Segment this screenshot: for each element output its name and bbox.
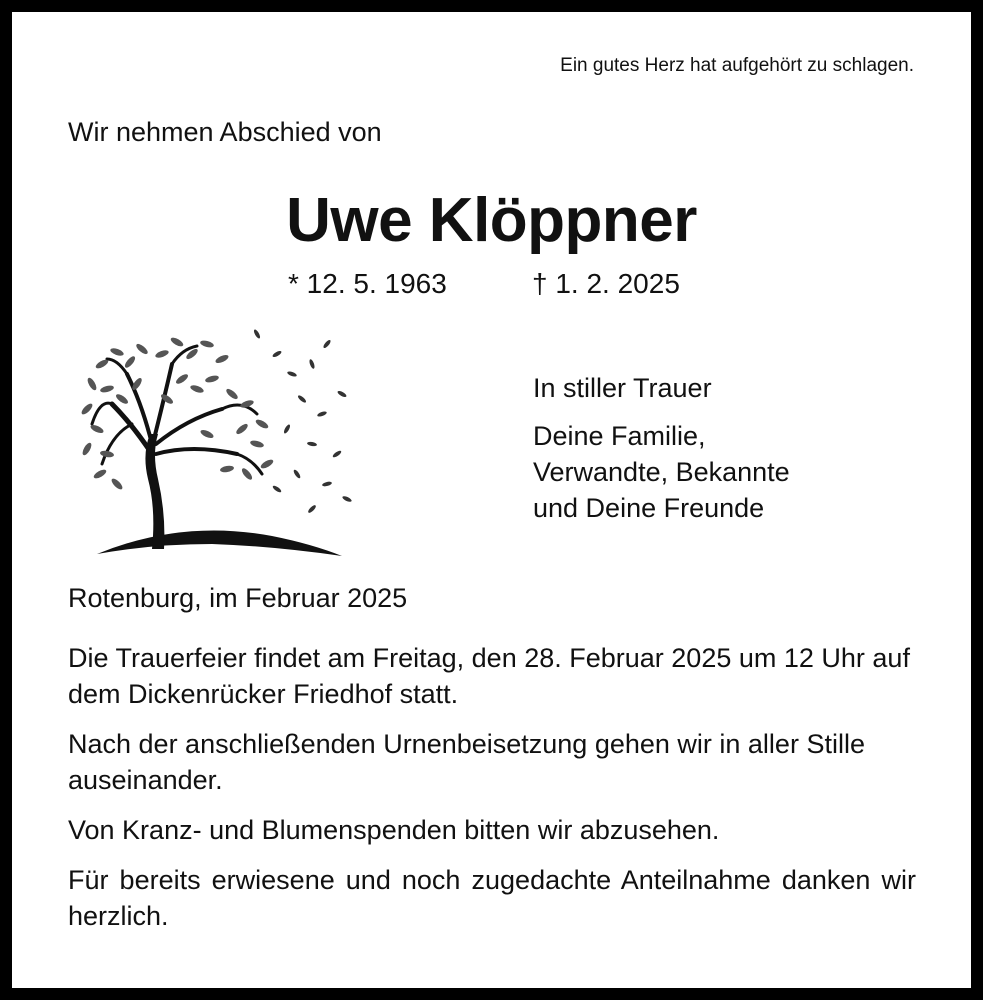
notice-body <box>68 640 916 948</box>
mourners-line: Verwandte, Bekannte <box>533 457 790 487</box>
mourners-line: und Deine Freunde <box>533 493 765 523</box>
deceased-name: Uwe Klöppner <box>286 186 697 255</box>
paragraph-burial: Nach der anschließenden Urnenbeisetzung gehen wir in aller Stille auseinander. <box>68 729 865 795</box>
motto: Ein gutes Herz hat aufgehört zu schlagen. <box>560 55 914 76</box>
paragraph-thanks: Für bereits erwiesene und noch zugedachte Anteilnahme danken wir herzlich. <box>68 865 916 931</box>
obituary-card <box>12 12 971 988</box>
location-date: Rotenburg, im Februar 2025 <box>68 583 408 613</box>
mourners-lead: In stiller Trauer <box>533 373 712 403</box>
mourners-block <box>533 370 790 526</box>
intro-text: Wir nehmen Abschied von <box>68 117 382 147</box>
death-date: † 1. 2. 2025 <box>532 268 680 299</box>
paragraph-flowers: Von Kranz- und Blumenspenden bitten wir abzusehen. <box>68 815 720 845</box>
paragraph-funeral: Die Trauerfeier findet am Freitag, den 28. Februar 2025 um 12 Uhr auf dem Dickenrücker Friedhof statt. <box>68 643 910 709</box>
tree-with-falling-leaves-icon <box>72 304 362 564</box>
mourners-line: Deine Familie, <box>533 421 706 451</box>
birth-date: * 12. 5. 1963 <box>288 268 447 299</box>
